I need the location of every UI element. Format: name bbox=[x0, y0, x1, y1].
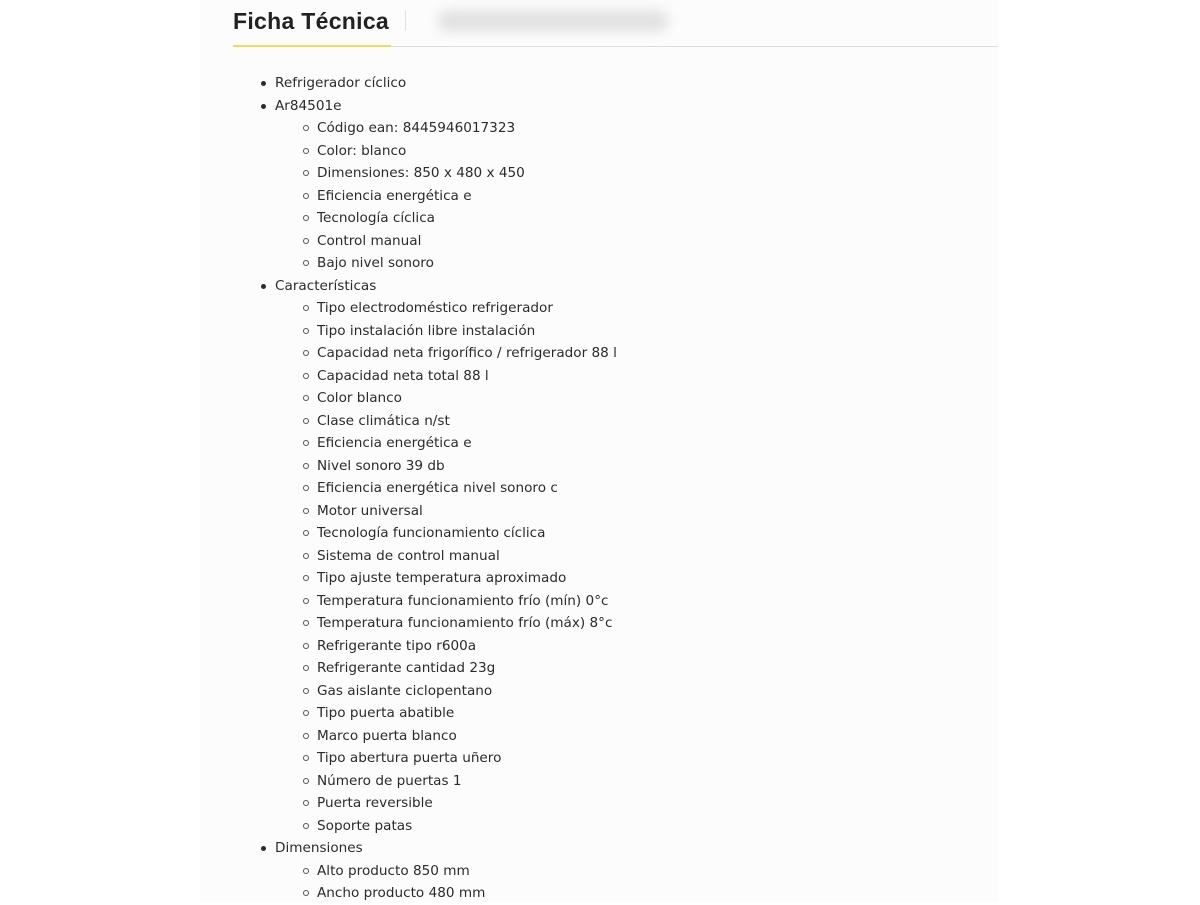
spec-item: Tipo instalación libre instalación bbox=[275, 320, 617, 343]
spec-item: Clase climática n/st bbox=[275, 410, 617, 433]
spec-item: Tecnología funcionamiento cíclica bbox=[275, 522, 617, 545]
spec-item: Tipo abertura puerta uñero bbox=[275, 747, 617, 770]
spec-sheet bbox=[233, 72, 617, 905]
spec-item: Temperatura funcionamiento frío (mín) 0°c bbox=[275, 590, 617, 613]
tab-blurred[interactable] bbox=[437, 10, 669, 32]
spec-item: Sistema de control manual bbox=[275, 545, 617, 568]
spec-sublist bbox=[275, 297, 617, 837]
spec-group bbox=[233, 95, 617, 275]
spec-item: Capacidad neta frigorífico / refrigerador 88 l bbox=[275, 342, 617, 365]
spec-group-label: Características bbox=[275, 275, 376, 298]
spec-item: Refrigerante cantidad 23g bbox=[275, 657, 617, 680]
spec-item: Temperatura funcionamiento frío (máx) 8°c bbox=[275, 612, 617, 635]
spec-item: Eficiencia energética e bbox=[275, 432, 617, 455]
tab-divider bbox=[405, 11, 406, 31]
spec-item: Gas aislante ciclopentano bbox=[275, 680, 617, 703]
spec-item: Eficiencia energética e bbox=[275, 185, 617, 208]
spec-group bbox=[233, 72, 617, 95]
spec-item: Soporte patas bbox=[275, 815, 617, 838]
spec-item: Tipo puerta abatible bbox=[275, 702, 617, 725]
spec-group-label: Refrigerador cíclico bbox=[275, 72, 406, 95]
spec-sublist bbox=[275, 860, 617, 905]
spec-group-label: Ar84501e bbox=[275, 95, 342, 118]
spec-item: Tipo electrodoméstico refrigerador bbox=[275, 297, 617, 320]
spec-item: Color: blanco bbox=[275, 140, 617, 163]
spec-item: Alto producto 850 mm bbox=[275, 860, 617, 883]
spec-item: Refrigerante tipo r600a bbox=[275, 635, 617, 658]
tab-ficha-tecnica[interactable]: Ficha Técnica bbox=[233, 6, 389, 46]
spec-item: Control manual bbox=[275, 230, 617, 253]
spec-item: Código ean: 8445946017323 bbox=[275, 117, 617, 140]
spec-item: Ancho producto 480 mm bbox=[275, 882, 617, 905]
spec-item: Color blanco bbox=[275, 387, 617, 410]
spec-sublist bbox=[275, 117, 617, 275]
spec-item: Tipo ajuste temperatura aproximado bbox=[275, 567, 617, 590]
spec-group-label: Dimensiones bbox=[275, 837, 363, 860]
spec-item: Número de puertas 1 bbox=[275, 770, 617, 793]
spec-item: Eficiencia energética nivel sonoro c bbox=[275, 477, 617, 500]
tab-bar bbox=[233, 0, 998, 47]
spec-group bbox=[233, 837, 617, 905]
spec-item: Motor universal bbox=[275, 500, 617, 523]
spec-item: Nivel sonoro 39 db bbox=[275, 455, 617, 478]
spec-item: Puerta reversible bbox=[275, 792, 617, 815]
spec-list bbox=[233, 72, 617, 905]
spec-item: Dimensiones: 850 x 480 x 450 bbox=[275, 162, 617, 185]
spec-group bbox=[233, 275, 617, 838]
spec-item: Marco puerta blanco bbox=[275, 725, 617, 748]
spec-item: Bajo nivel sonoro bbox=[275, 252, 617, 275]
spec-item: Capacidad neta total 88 l bbox=[275, 365, 617, 388]
spec-item: Tecnología cíclica bbox=[275, 207, 617, 230]
